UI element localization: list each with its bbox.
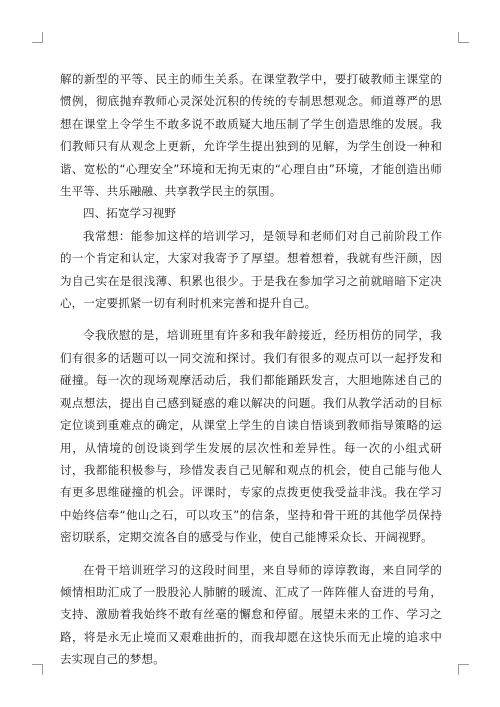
crop-mark-bottom-right — [458, 664, 469, 675]
crop-mark-bottom-left — [32, 664, 43, 675]
document-body — [60, 68, 442, 671]
paragraph-peer-exchange: 令我欣慰的是，培训班里有许多和我年龄接近，经历相仿的同学，我们有很多的话题可以一同交流和探讨。我们有很多的观点可以一起抒发和碰撞。每一次的现场观摩活动后，我们都能踊跃发言，大胆地陈述自己的观点想法，提出自己感到疑惑的难以解决的问题。我们从教学活动的目标定位谈到重难点的确定，从课堂上学生的自读自悟谈到教师指导策略的运用，从情境的创设谈到学生发展的层次性和差异性。每一次的小组式研讨，我都能积极参与，珍惜发表自己见解和观点的机会，使自己能与他人有更多思维碰撞的机会。评课时，专家的点拨更使我受益非浅。我在学习中始终信奉“他山之石，可以攻玉”的信条，坚持和骨干班的其他学员保持密切联系，定期交流各自的感受与作业，使自己能博采众长、开阔视野。 — [60, 328, 442, 545]
section-heading-broaden-vision: 四、拓宽学习视野 — [83, 206, 177, 221]
paragraph-training-motivation: 我常想：能参加这样的培训学习，是领导和老师们对自己前阶段工作的一个肯定和认定，大家对我寄予了厚望。想着想着，我就有些汗颜，因为自己实在是很浅薄、积累也很少。于是我在参加学习之前就暗暗下定决心，一定要抓紧一切有利时机来完善和提升自己。 — [60, 228, 442, 311]
paragraph-reflection: 在骨干培训班学习的这段时间里，来自导师的谆谆教诲，来自同学的倾情相助汇成了一股股沁人肺腑的暖流、汇成了一阵阵催人奋进的号角，支持、激励着我始终不敢有丝毫的懈怠和停留。展望未来的工作、学习之路，将是永无止境而又艰难曲折的，而我却愿在这快乐而无止境的追求中去实现自己的梦想。 — [60, 562, 442, 667]
crop-mark-top-right — [458, 32, 469, 43]
crop-mark-top-left — [32, 32, 43, 43]
paragraph-teacher-student-relationship: 解的新型的平等、民主的师生关系。在课堂教学中，要打破教师主课堂的惯例，彻底抛弃教师心灵深处沉积的传统的专制思想观念。师道尊严的思想在课堂上令学生不敢多说不敢质疑大地压制了学生创造思维的发展。我们教师只有从观念上更新，允许学生提出独到的见解，为学生创设一种和谐、宽松的“心理安全”环境和无拘无束的“心理自由”环境，才能创造出师生平等、共乐融融、共享教学民主的氛围。 — [60, 72, 442, 199]
